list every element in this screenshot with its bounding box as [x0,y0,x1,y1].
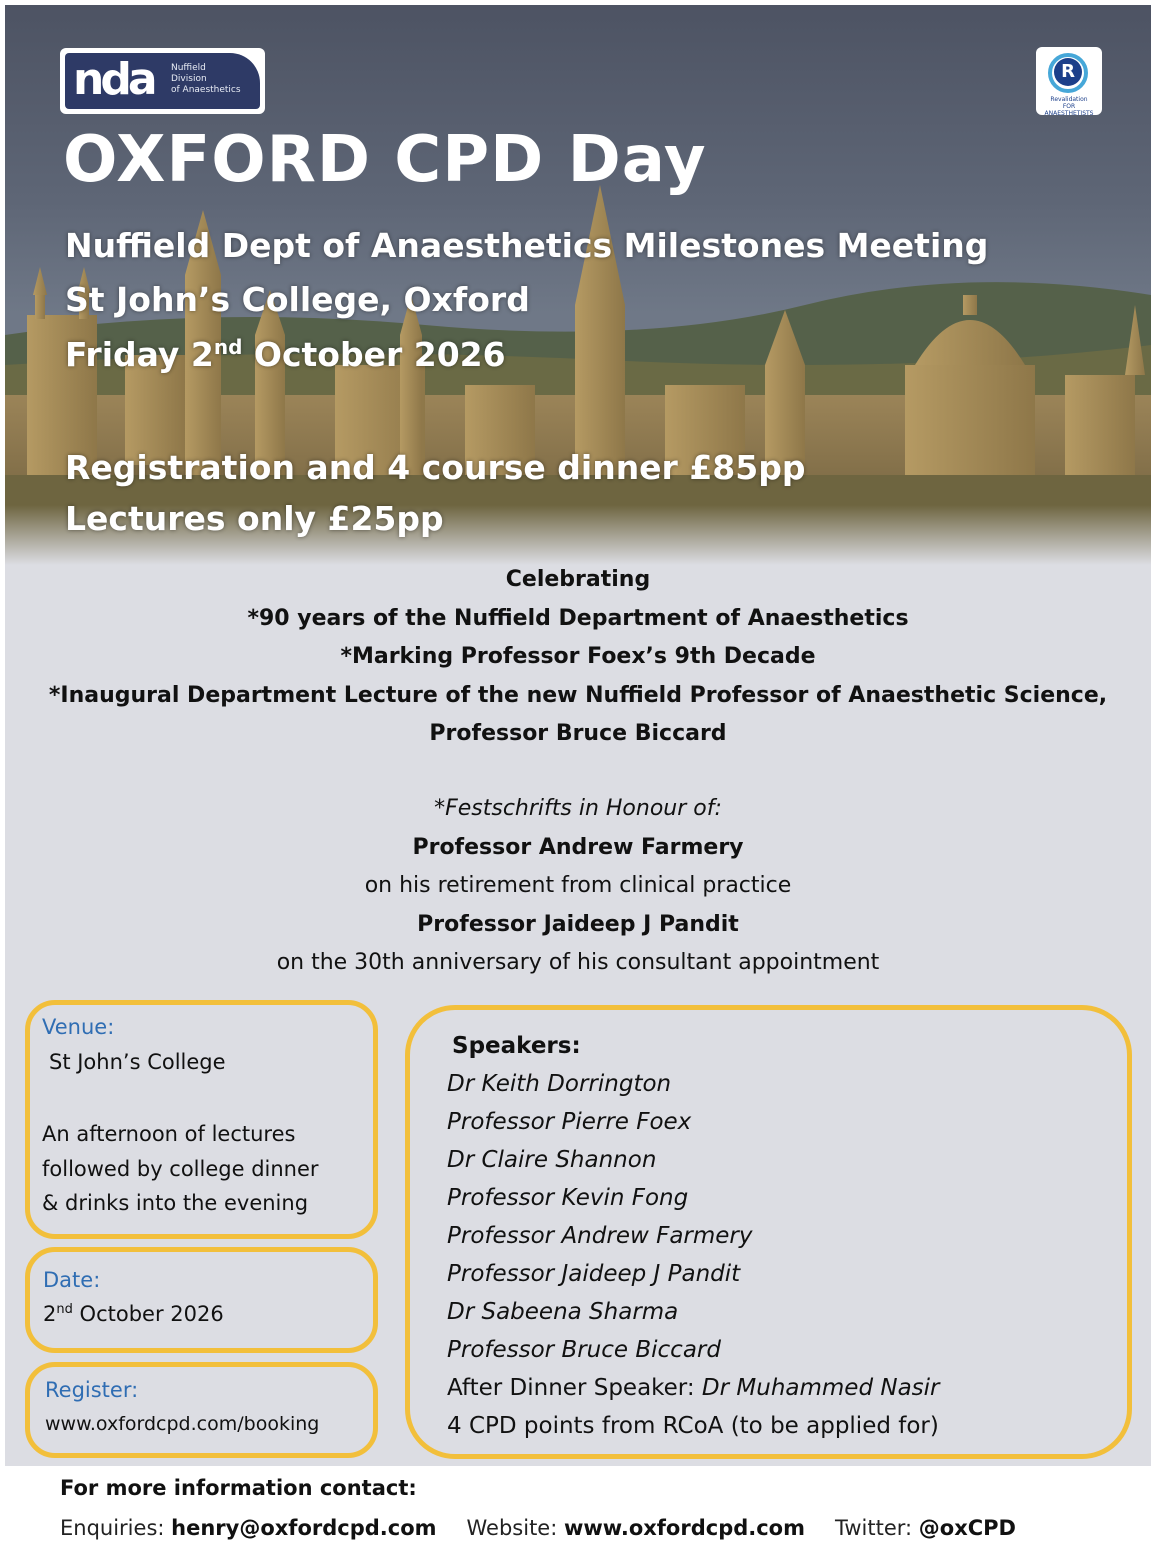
celebrating-heading: Celebrating [505,567,651,592]
footer-title: For more information contact: [60,1476,417,1500]
nda-logo-text-line: Nuffield [171,63,206,73]
register-url-link[interactable]: www.oxfordcpd.com/booking [45,1413,320,1435]
venue-label: Venue: [42,1015,115,1039]
twitter-handle-link[interactable]: @oxCPD [918,1516,1016,1540]
meeting-subtitle: Nuffield Dept of Anaesthetics Milestones Meeting [65,226,989,265]
honoree-note: on the 30th anniversary of his consultant appointment [276,950,880,975]
after-dinner-speaker [447,1369,940,1407]
date-line-sup: nd [213,335,243,359]
honoree-name: Professor Andrew Farmery [412,834,744,860]
poster [5,5,1151,1466]
footer [0,1466,1156,1560]
date-line-prefix: Friday 2 [65,335,214,374]
date-label: Date: [43,1268,101,1292]
celebrating-item: *90 years of the Nuffield Department of Anaesthetics [247,605,909,631]
speaker-item: Dr Claire Shannon [447,1147,657,1173]
speaker-item: Professor Andrew Farmery [447,1223,753,1249]
nda-logo-text-line: of Anaesthetics [171,85,241,95]
venue-line: St John’s College, Oxford [65,280,530,319]
date-line [65,333,506,377]
venue-description [42,1117,319,1221]
cpd-points: 4 CPD points from RCoA (to be applied for) [447,1413,939,1439]
enquiries-label: Enquiries: [60,1516,172,1540]
venue-name: St John’s College [49,1050,226,1074]
celebrating-item: Professor Bruce Biccard [429,721,727,746]
speaker-item: Dr Keith Dorrington [447,1071,672,1097]
festschrifts-section [5,790,1151,983]
speaker-item: Professor Kevin Fong [447,1185,689,1211]
venue-description-line: An afternoon of lectures [42,1122,296,1146]
footer-contact-line [60,1516,1016,1540]
date-value-rest: October 2026 [72,1302,224,1326]
register-label: Register: [45,1378,139,1402]
speaker-item: Professor Bruce Biccard [447,1337,721,1363]
page-title: OXFORD CPD Day [63,123,707,197]
date-value-day: 2 [43,1302,57,1326]
after-dinner-name: Dr Muhammed Nasir [701,1375,940,1401]
date-value [43,1297,224,1332]
speaker-item: Professor Pierre Foex [447,1109,692,1135]
nda-logo-text [171,63,241,96]
after-dinner-label: After Dinner Speaker: [447,1375,702,1401]
celebrating-item: *Inaugural Department Lecture of the new Nuffield Professor of Anaesthetic Science, [48,682,1108,708]
revalidation-caption-line: FOR ANAESTHETISTS [1044,103,1094,117]
nda-logo-text-line: Division [171,74,207,84]
speaker-item: Professor Jaideep J Pandit [447,1261,741,1287]
date-value-sup: nd [56,1302,73,1317]
price-lectures: Lectures only £25pp [65,499,444,538]
honoree-name: Professor Jaideep J Pandit [417,911,739,937]
nda-logo [60,48,265,114]
twitter-label: Twitter: [835,1516,919,1540]
festschrifts-heading: *Festschrifts in Honour of: [434,796,722,821]
celebrating-item: *Marking Professor Foex’s 9th Decade [340,644,816,669]
website-label: Website: [466,1516,564,1540]
venue-description-line: & drinks into the evening [42,1191,309,1215]
speakers-list [447,1027,940,1445]
website-link[interactable]: www.oxfordcpd.com [563,1516,805,1540]
venue-description-line: followed by college dinner [42,1156,319,1181]
revalidation-letter: R [1054,58,1082,86]
revalidation-caption [1038,96,1100,117]
honoree-note: on his retirement from clinical practice [364,873,792,898]
celebrating-section [5,561,1151,754]
revalidation-logo [1036,47,1102,115]
revalidation-caption-line: Revalidation [1050,96,1088,103]
price-dinner: Registration and 4 course dinner £85pp [65,448,806,487]
nda-logo-panel [65,53,260,109]
nda-logo-mark: nda [73,54,154,105]
speaker-item: Dr Sabeena Sharma [447,1299,679,1325]
date-line-suffix: October 2026 [242,335,506,374]
speakers-heading: Speakers: [452,1033,581,1059]
enquiries-email-link[interactable]: henry@oxfordcpd.com [171,1516,437,1540]
